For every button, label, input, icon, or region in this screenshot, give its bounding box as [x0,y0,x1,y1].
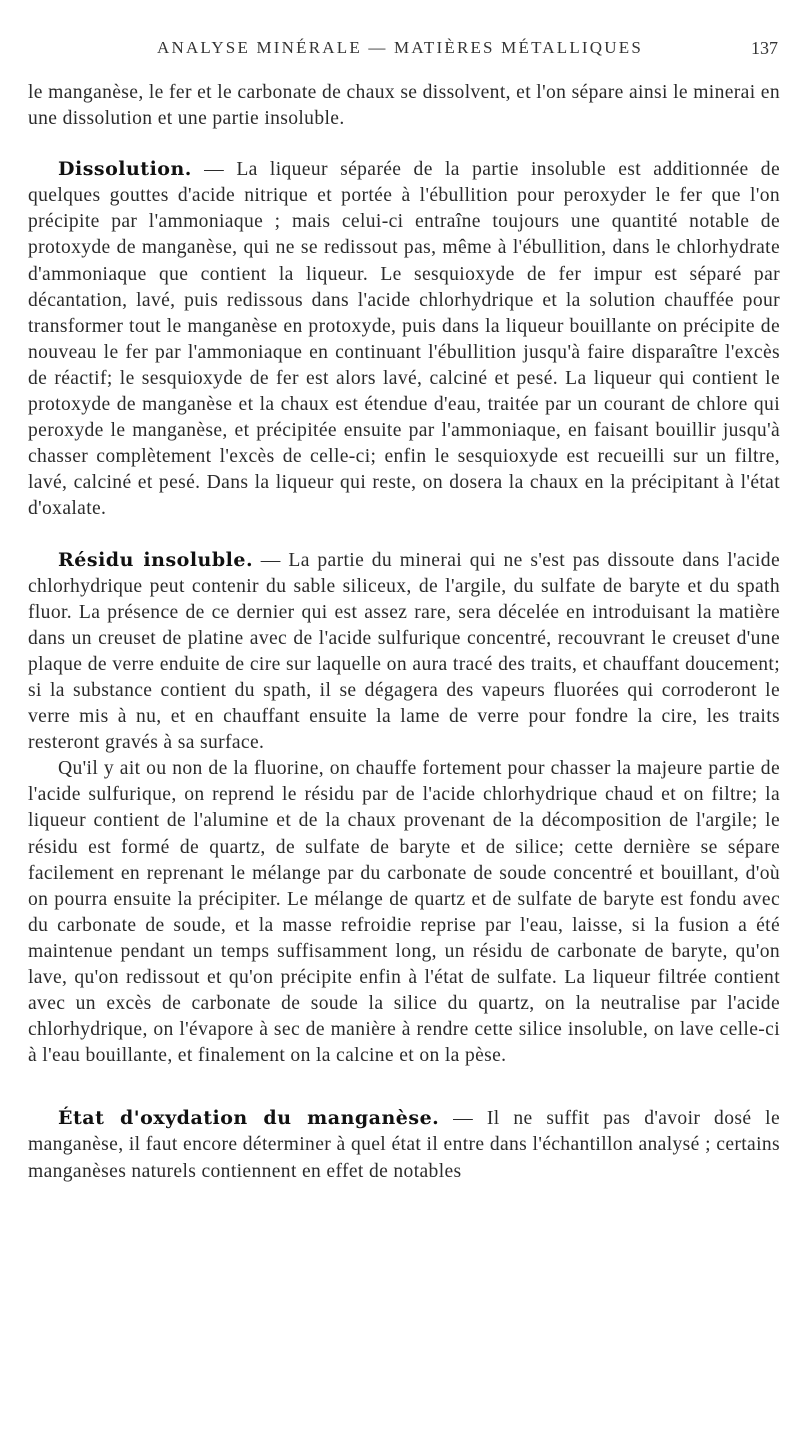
fluorine-paragraph [28,756,780,1069]
fluorine-text: Qu'il y ait ou non de la fluorine, on chauffe fortement pour chasser la majeure partie de l'acide sulfurique, on reprend le résidu par de l'acide chlorhydrique chaud et on filtre; la liqueur contient de l'alumine et de la chaux provenant de la décomposition de l'argile; le résidu est formé de quartz, de sulfate de baryte et de silice; cette dernière se sépare facilement en reprenant le mélange par du carbonate de soude concentré et bouillant, d'où on pourra ensuite la précipiter. Le mélange de quartz et de sulfate de baryte est fondu avec du carbonate de soude, et la masse refroidie reprise par l'eau, laisse, si la fusion a été maintenue pendant un temps suffisamment long, un résidu de carbonate de baryte, qu'on lave, qu'on redissout et qu'on précipite enfin à l'état de sulfate. La liqueur filtrée contient avec un excès de carbonate de soude la silice du quartz, on la neutralise par l'acide chlorhydrique, on l'évapore à sec de manière à rendre cette silice insoluble, on lave celle-ci à l'eau bouillante, et finalement on la calcine et on la pèse. [28,758,780,1067]
residu-heading: Résidu insoluble. [58,548,254,571]
etat-heading: État d'oxydation du manganèse. [58,1107,440,1130]
page-body [28,80,780,1185]
page-number: 137 [751,38,778,58]
residu-paragraph [28,547,780,757]
etat-paragraph [28,1105,780,1184]
etat-text: — Il ne suffit pas d'avoir dosé le manganèse, il faut encore déterminer à quel état il entre dans l'échantillon analysé ; certains manganèses naturels contiennent en effet de notables [28,1108,781,1182]
running-title: ANALYSE MINÉRALE — MATIÈRES MÉTALLIQUES [157,38,643,57]
intro-text: le manganèse, le fer et le carbonate de chaux se dissolvent, et l'on sépare ainsi le minerai en une dissolution et une partie insoluble. [28,82,780,130]
dissolution-paragraph [28,156,780,522]
intro-paragraph [28,80,780,132]
residu-text: — La partie du minerai qui ne s'est pas dissoute dans l'acide chlorhydrique peut contenir du sable siliceux, de l'argile, du sulfate de baryte et du spath fluor. La présence de ce dernier qui est assez rare, sera décelée en introduisant la matière dans un creuset de platine avec de l'acide sulfurique concentré, recouvrant le creuset d'une plaque de verre enduite de cire sur laquelle on aura tracé des traits, et chauffant doucement; si la substance contient du spath, il se dégagera des vapeurs fluorées qui corroderont le verre mis à nu, et en chauffant ensuite la lame de verre pour fondre la cire, les traits resteront gravés à sa surface. [28,549,780,754]
dissolution-heading: Dissolution. [58,158,192,181]
dissolution-text: — La liqueur séparée de la partie insoluble est additionnée de quelques gouttes d'acide nitrique et portée à l'ébullition pour peroxyder le fer que l'on précipite par l'ammoniaque ; mais celui-ci entraîne toujours une quantité notable de protoxyde de manganèse, qui ne se redissout pas, même à l'ébullition, dans le chlorhydrate d'ammoniaque que contient la liqueur. Le sesquioxyde de fer impur est séparé par décantation, lavé, puis redissous dans l'acide chlorhydrique et la solution chauffée pour transformer tout le manganèse en protoxyde, puis dans la liqueur bouillante on précipite de nouveau le fer par l'ammoniaque en continuant l'ébullition jusqu'à faire disparaître l'excès de réactif; le sesquioxyde de fer est alors lavé, calciné et pesé. La liqueur qui contient le protoxyde de manganèse et la chaux est étendue d'eau, traitée par un courant de chlore qui peroxyde le manganèse, et précipitée ensuite par l'ammoniaque, en faisant bouillir jusqu'à chasser complètement l'excès de celle-ci; enfin le sesquioxyde est recueilli sur un filtre, lavé, calciné et pesé. Dans la liqueur qui reste, on dosera la chaux en la précipitant à l'état d'oxalate. [28,159,780,520]
